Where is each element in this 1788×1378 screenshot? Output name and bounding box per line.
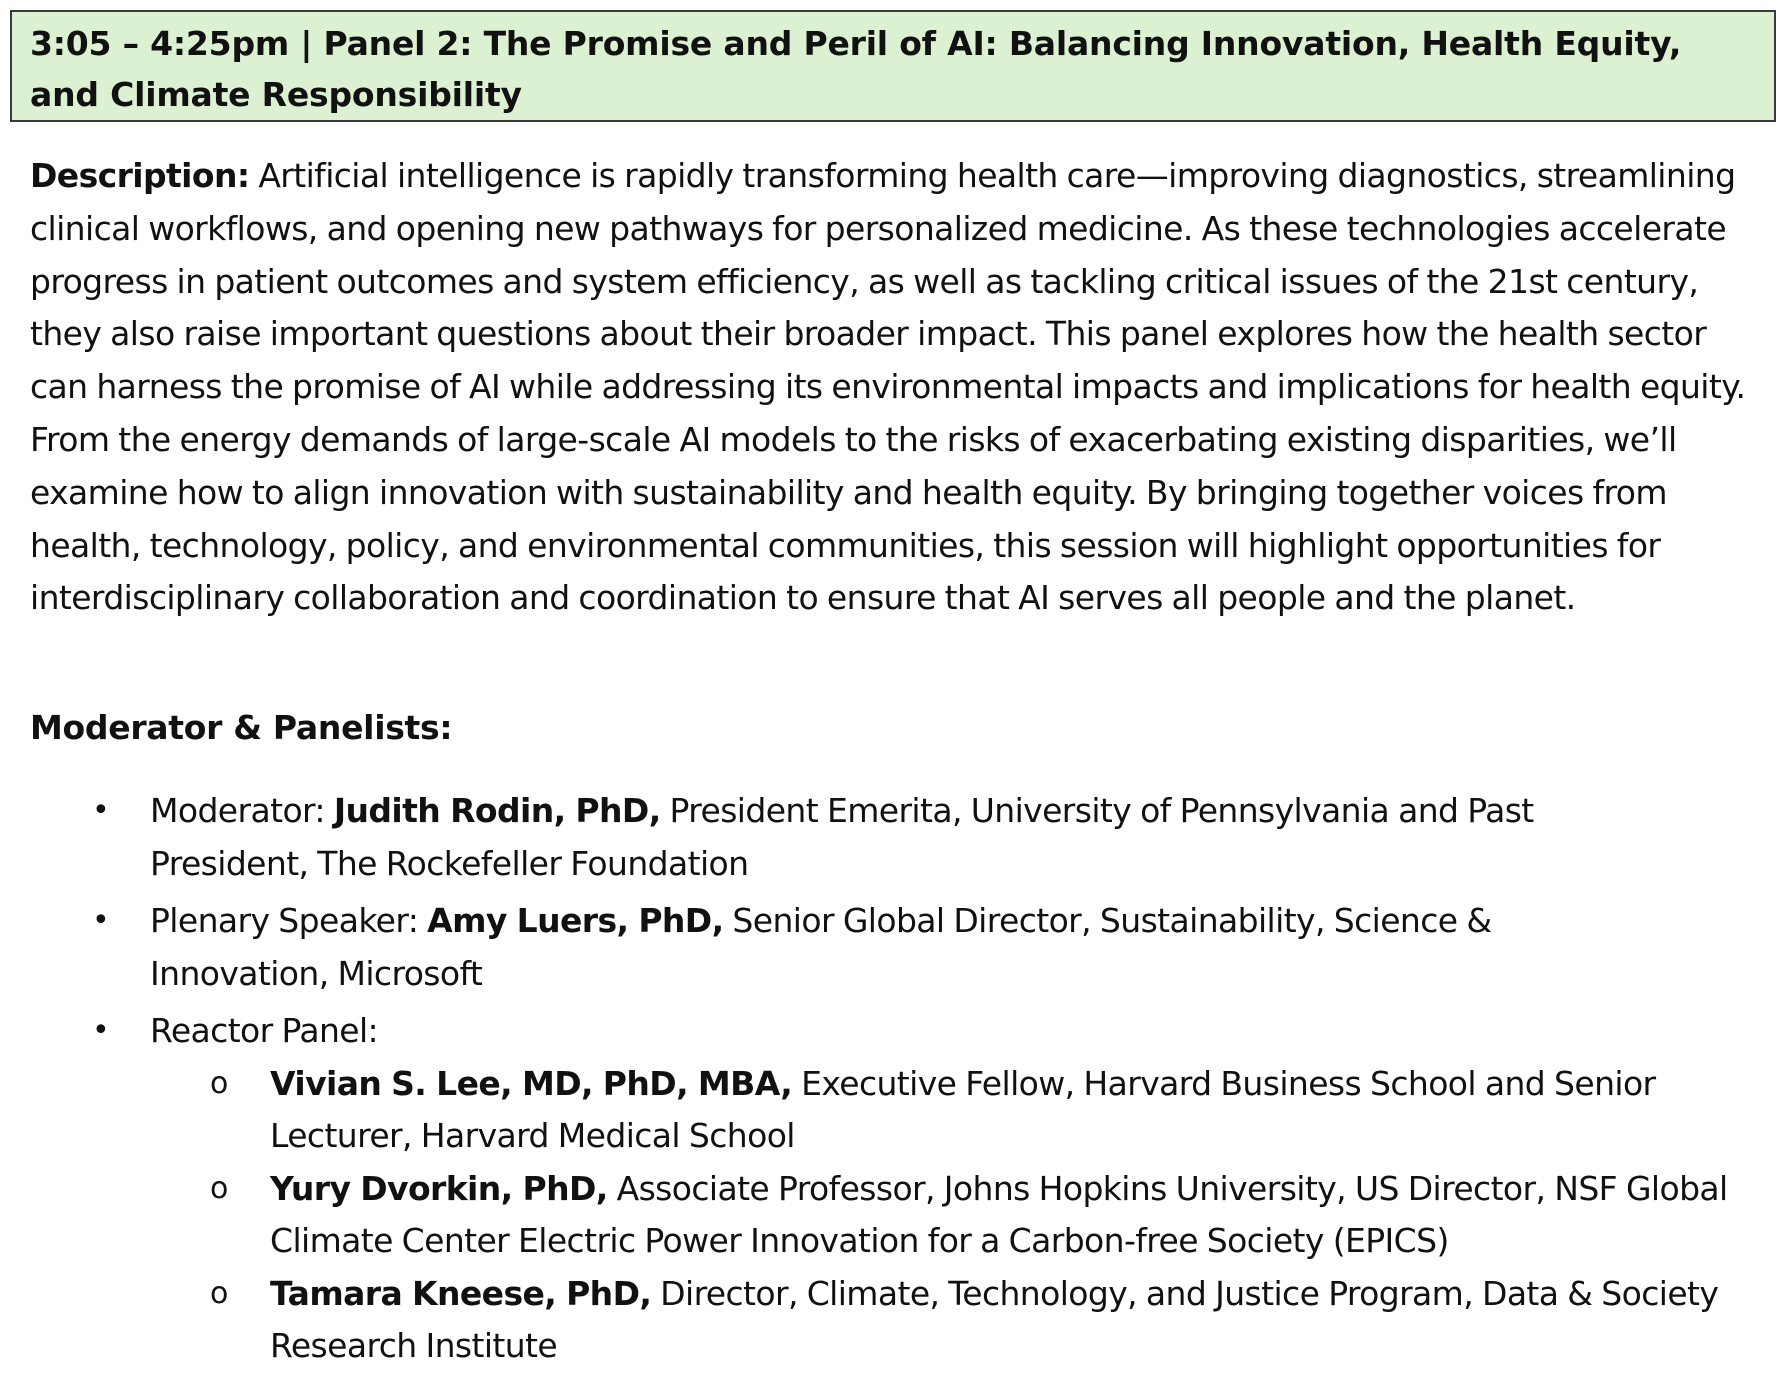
reactor-member-affiliation: Director, Climate, Technology, and Justice Program, Data & Society Research Institute [270, 1273, 1719, 1365]
circle-bullet-icon: o [210, 1275, 228, 1311]
reactor-panel-label: Reactor Panel: [150, 1011, 379, 1050]
list-item-reactor-member [0, 1058, 1788, 1163]
panelists-list [0, 785, 1788, 1373]
circle-bullet-icon: o [210, 1065, 228, 1101]
reactor-member-name: Vivian S. Lee, MD, PhD, MBA, [270, 1063, 793, 1103]
bullet-icon: • [92, 1013, 110, 1048]
session-title: 3:05 – 4:25pm | Panel 2: The Promise and Peril of AI: Balancing Innovation, Health Equity, and Climate Responsibility [30, 24, 1682, 114]
session-description [30, 150, 1770, 625]
moderator-name: Judith Rodin, PhD, [333, 791, 661, 830]
panelists-heading: Moderator & Panelists: [30, 708, 453, 747]
plenary-role: Plenary Speaker: [150, 901, 428, 940]
description-label: Description: [30, 156, 250, 195]
description-text: Artificial intelligence is rapidly transforming health care—improving diagnostics, streamlining clinical workflows, and opening new pathways for personalized medicine. As these technologies accelerate progress in patient outcomes and system efficiency, as well as tackling critical issues of the 21st century, they also raise important questions about their broader impact. This panel explores how the health sector can harness the promise of AI while addressing its environmental impacts and implications for health equity. From the energy demands of large-scale AI models to the risks of exacerbating existing disparities, we’ll examine how to align innovation with sustainability and health equity. By bringing together voices from health, technology, policy, and environmental communities, this session will highlight opportunities for interdisciplinary collaboration and coordination to ensure that AI serves all people and the planet. [30, 156, 1746, 618]
list-item-reactor-member [0, 1163, 1788, 1268]
reactor-member-name: Yury Dvorkin, PhD, [270, 1168, 608, 1208]
moderator-role: Moderator: [150, 791, 334, 830]
reactor-member-affiliation: Associate Professor, Johns Hopkins University, US Director, NSF Global Climate Center Electric Power Innovation for a Carbon-free Society (EPICS) [270, 1168, 1728, 1260]
list-item-reactor-panel [0, 1005, 1788, 1058]
reactor-member-affiliation: Executive Fellow, Harvard Business School and Senior Lecturer, Harvard Medical School [270, 1063, 1656, 1155]
bullet-icon: • [92, 903, 110, 938]
plenary-affiliation: Senior Global Director, Sustainability, Science & Innovation, Microsoft [150, 901, 1492, 993]
reactor-member-name: Tamara Kneese, PhD, [270, 1273, 652, 1313]
list-item-reactor-member [0, 1268, 1788, 1373]
plenary-name: Amy Luers, PhD, [427, 901, 724, 940]
moderator-affiliation: President Emerita, University of Pennsylvania and Past President, The Rockefeller Foundation [150, 791, 1534, 883]
circle-bullet-icon: o [210, 1170, 228, 1206]
list-item-plenary-speaker [0, 895, 1788, 1000]
bullet-icon: • [92, 793, 110, 828]
session-header [10, 10, 1776, 122]
list-item-moderator [0, 785, 1788, 890]
